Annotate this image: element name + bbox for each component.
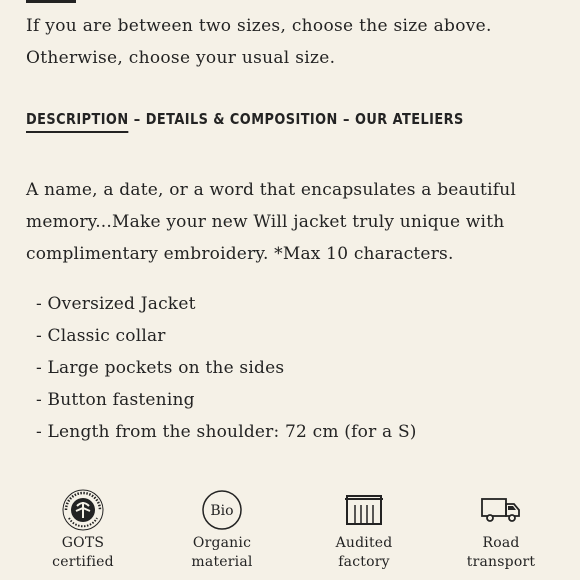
feature-list	[36, 288, 417, 448]
badge-label-line2: material	[191, 554, 253, 570]
feature-item: - Large pockets on the sides	[36, 358, 285, 378]
badge-label-line2: certified	[52, 554, 114, 570]
factory-icon	[344, 493, 384, 527]
product-info-tabs	[26, 110, 497, 142]
badge-audited-factory	[309, 488, 419, 572]
badge-gots	[28, 488, 138, 572]
top-divider	[26, 0, 76, 3]
tab-separator: –	[342, 110, 350, 128]
feature-item: - Button fastening	[36, 390, 195, 410]
tab-our-ateliers[interactable]: OUR ATELIERS	[354, 110, 464, 128]
tab-details-composition[interactable]: DETAILS & COMPOSITION	[145, 110, 338, 128]
badge-label-line1: Audited	[335, 535, 393, 551]
badge-label-line1: GOTS	[61, 535, 105, 551]
badge-organic	[167, 488, 277, 572]
badge-label-line2: factory	[338, 554, 390, 570]
tab-description[interactable]: DESCRIPTION	[26, 110, 129, 133]
badge-road-transport	[446, 488, 556, 572]
delivery-truck-icon	[480, 495, 522, 525]
bio-icon-text: Bio	[210, 503, 234, 519]
feature-item: - Oversized Jacket	[36, 294, 196, 314]
tab-separator: –	[133, 110, 141, 128]
size-advice-text: If you are between two sizes, choose the size above. Otherwise, choose your usual size.	[26, 16, 492, 68]
bio-circle-icon	[200, 488, 244, 532]
badge-label-line1: Organic	[192, 535, 252, 551]
sustainability-badges	[0, 488, 580, 580]
product-description: A name, a date, or a word that encapsulates a beautiful memory...Make your new Will jacket truly unique with complimentary embroidery. *Max 10 characters.	[26, 180, 516, 264]
feature-item: - Classic collar	[36, 326, 166, 346]
badge-label-line2: transport	[466, 554, 536, 570]
badge-label-line1: Road	[482, 535, 520, 551]
feature-item: - Length from the shoulder: 72 cm (for a S)	[36, 422, 417, 442]
gots-logo-icon	[61, 488, 105, 532]
